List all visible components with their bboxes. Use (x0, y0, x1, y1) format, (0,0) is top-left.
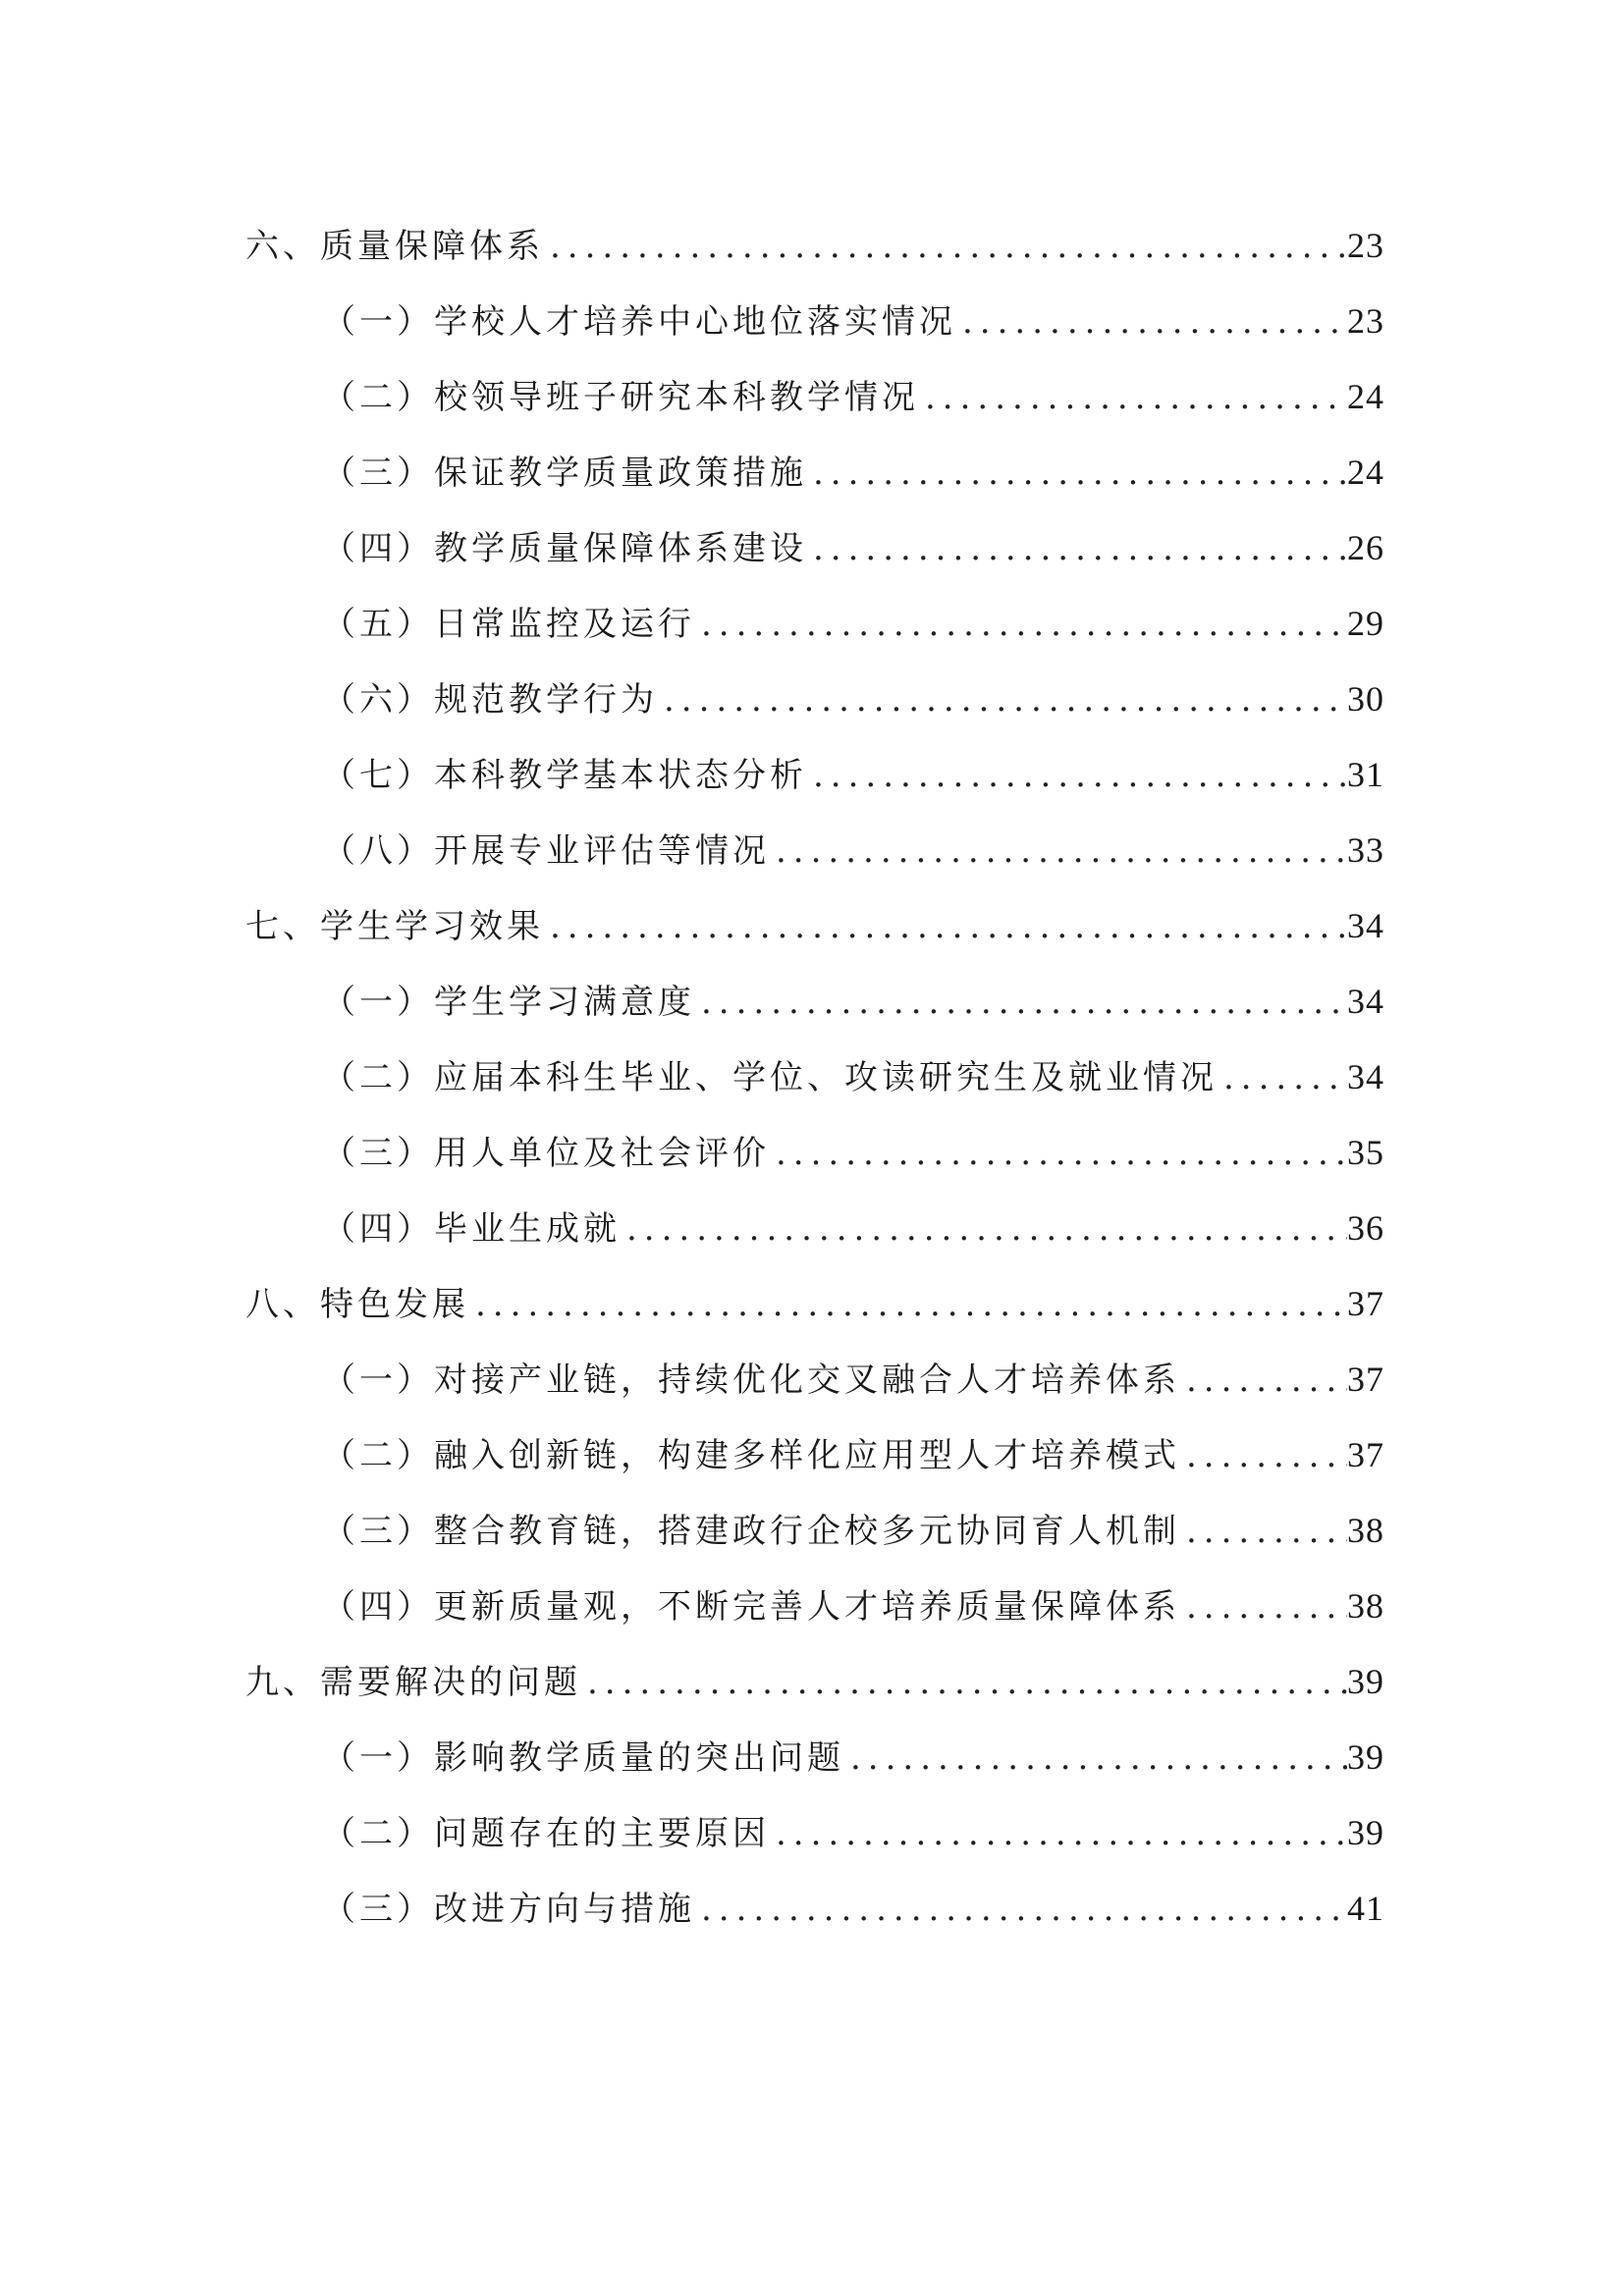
toc-entry-title: （二）校领导班子研究本科教学情况 (322, 378, 919, 417)
toc-entry[interactable] (245, 1720, 1384, 1795)
toc-entry-page-number: 23 (1347, 301, 1384, 341)
toc-entry-page-number: 26 (1347, 528, 1384, 567)
dot-leader (695, 965, 1347, 1041)
toc-entry[interactable] (245, 586, 1384, 662)
toc-entry[interactable] (245, 1417, 1384, 1493)
dot-leader (544, 889, 1347, 965)
toc-entry-title: （五）日常监控及运行 (322, 605, 695, 644)
toc-entry-title: （四）毕业生成就 (322, 1209, 621, 1249)
toc-entry-page-number: 37 (1347, 1360, 1384, 1399)
dot-leader (621, 1192, 1347, 1267)
dot-leader (1218, 1041, 1347, 1116)
toc-entry-title: （七）本科教学基本状态分析 (322, 756, 807, 795)
dot-leader (807, 511, 1347, 587)
toc-entry[interactable] (245, 284, 1384, 359)
toc-entry-title: （二）融入创新链，构建多样化应用型人才培养模式 (322, 1436, 1180, 1475)
toc-entry-page-number: 24 (1347, 377, 1384, 416)
toc-entry[interactable] (245, 1040, 1384, 1115)
toc-entry[interactable] (245, 964, 1384, 1040)
toc-entry[interactable] (245, 813, 1384, 888)
dot-leader (1180, 1418, 1347, 1494)
toc-entry-section-8[interactable] (245, 1266, 1384, 1342)
dot-leader (1180, 1343, 1347, 1418)
toc-entry-title: （一）对接产业链，持续优化交叉融合人才培养体系 (322, 1361, 1180, 1400)
toc-entry-page-number: 39 (1347, 1737, 1384, 1777)
toc-entry[interactable] (245, 435, 1384, 510)
dot-leader (919, 360, 1347, 436)
toc-entry-page-number: 39 (1347, 1662, 1384, 1701)
toc-entry-page-number: 34 (1347, 906, 1384, 945)
toc-entry[interactable] (245, 510, 1384, 586)
toc-entry-page-number: 36 (1347, 1208, 1384, 1248)
toc-entry-title: （八）开展专业评估等情况 (322, 831, 770, 871)
toc-entry-page-number: 38 (1347, 1511, 1384, 1550)
toc-entry-page-number: 24 (1347, 453, 1384, 492)
toc-entry-page-number: 31 (1347, 755, 1384, 794)
dot-leader (770, 814, 1347, 889)
toc-entry-page-number: 37 (1347, 1435, 1384, 1474)
dot-leader (1180, 1570, 1347, 1645)
toc-entry-page-number: 33 (1347, 830, 1384, 870)
toc-entry[interactable] (245, 359, 1384, 435)
toc-entry-section-6[interactable] (245, 208, 1384, 284)
toc-entry-page-number: 39 (1347, 1813, 1384, 1852)
dot-leader (469, 1267, 1347, 1343)
dot-leader (956, 285, 1347, 360)
toc-entry[interactable] (245, 1871, 1384, 1947)
toc-entry-title: 八、特色发展 (245, 1285, 469, 1324)
toc-entry-page-number: 23 (1347, 226, 1384, 265)
toc-entry-title: （一）影响教学质量的突出问题 (322, 1738, 844, 1778)
toc-entry-title: （四）更新质量观，不断完善人才培养质量保障体系 (322, 1587, 1180, 1627)
toc-entry-page-number: 30 (1347, 679, 1384, 719)
dot-leader (581, 1645, 1347, 1721)
dot-leader (658, 663, 1347, 738)
table-of-contents (245, 208, 1384, 1947)
toc-entry[interactable] (245, 1569, 1384, 1644)
toc-entry-section-9[interactable] (245, 1644, 1384, 1720)
dot-leader (770, 1796, 1347, 1872)
toc-entry-page-number: 41 (1347, 1889, 1384, 1928)
toc-entry-title: （三）用人单位及社会评价 (322, 1134, 770, 1173)
toc-entry[interactable] (245, 1342, 1384, 1417)
dot-leader (1180, 1494, 1347, 1570)
toc-entry-page-number: 34 (1347, 1057, 1384, 1096)
dot-leader (544, 209, 1347, 285)
toc-entry-title: （六）规范教学行为 (322, 680, 658, 720)
dot-leader (844, 1721, 1347, 1796)
toc-entry-page-number: 29 (1347, 604, 1384, 643)
toc-entry-title: （三）改进方向与措施 (322, 1890, 695, 1929)
toc-entry[interactable] (245, 1191, 1384, 1266)
toc-entry-title: （四）教学质量保障体系建设 (322, 529, 807, 568)
toc-entry-title: 九、需要解决的问题 (245, 1663, 581, 1702)
dot-leader (695, 1872, 1347, 1948)
dot-leader (770, 1116, 1347, 1192)
toc-entry-title: （一）学生学习满意度 (322, 983, 695, 1022)
toc-entry-title: （二）问题存在的主要原因 (322, 1814, 770, 1853)
toc-entry-title: 七、学生学习效果 (245, 907, 544, 946)
dot-leader (807, 738, 1347, 814)
toc-entry[interactable] (245, 737, 1384, 813)
toc-entry-page-number: 35 (1347, 1133, 1384, 1172)
toc-entry-section-7[interactable] (245, 888, 1384, 964)
toc-entry[interactable] (245, 1115, 1384, 1191)
toc-entry[interactable] (245, 1493, 1384, 1569)
toc-entry-title: （二）应届本科生毕业、学位、攻读研究生及就业情况 (322, 1058, 1218, 1097)
toc-entry-title: （三）保证教学质量政策措施 (322, 454, 807, 493)
toc-entry-page-number: 38 (1347, 1586, 1384, 1626)
dot-leader (807, 436, 1347, 511)
dot-leader (695, 587, 1347, 663)
toc-entry-page-number: 34 (1347, 982, 1384, 1021)
toc-entry-title: 六、质量保障体系 (245, 227, 544, 266)
toc-entry-page-number: 37 (1347, 1284, 1384, 1323)
toc-entry-title: （三）整合教育链，搭建政行企校多元协同育人机制 (322, 1512, 1180, 1551)
toc-entry[interactable] (245, 662, 1384, 737)
toc-entry-title: （一）学校人才培养中心地位落实情况 (322, 302, 956, 342)
toc-entry[interactable] (245, 1795, 1384, 1871)
